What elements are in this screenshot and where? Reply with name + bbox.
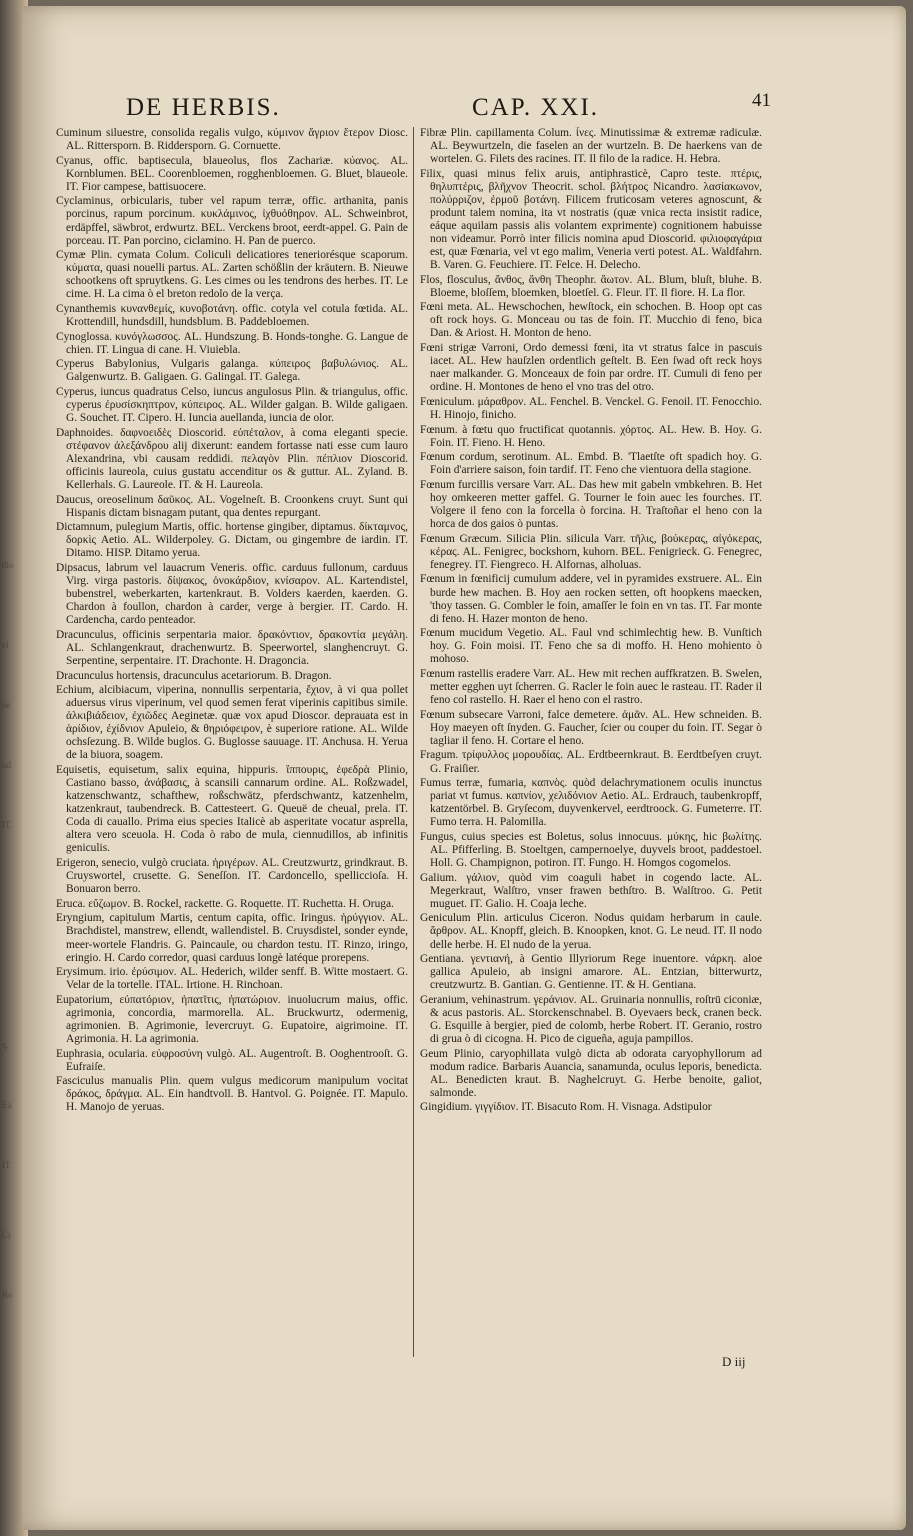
entry: Fumus terræ, fumaria, καπνὸς. quòd delachrymationem oculis inunctus pariat vt fumus. καπνίον, χελιδόνιον Aetio. AL. Erdrauch, taubenkropff, katzentörbel. B. Gryſecom, duyvenkervel, eerdtroock. G. Fumeterre. IT. Fumo terra. H. Palomilla. bbox=[420, 777, 762, 829]
running-title-left: DE HERBIS. bbox=[126, 94, 281, 121]
entry: Geniculum Plin. articulus Ciceron. Nodus quidam herbarum in caule. ἄρθρον. AL. Knopff, gleich. B. Knoopken, knot. G. Le neud. IT. Il nodo delle herbe. H. El nudo de la yerua. bbox=[420, 912, 762, 951]
entry: Cyanus, offic. baptisecula, blaueolus, flos Zachariæ. κύανος. AL. Kornblumen. BEL. Coorenbloemen, rogghenbloemen. G. Bluet, blaueole. IT. Fior campese, battisuocere. bbox=[56, 154, 408, 193]
entry: Eruca. εὔζωμον. B. Rockel, rackette. G. Roquette. IT. Ruchetta. H. Oruga. bbox=[56, 897, 394, 910]
entry: Daphnoides. δαφνοειδὲς Dioscorid. εὐπέταλον, à coma eleganti specie. στέφανον ἀλεξάνδρου alij dixerunt: eandem fortasse nati esse cum lauro Alexandrina, vbi causam reddidi. πελαγὸν Plin. πέπλιον Dioscorid. officinis laureola, cuius gustatu accenditur os & guttur. AL. Zyland. B. Kellerhals. G. Laureole. IT. & H. Laureola. bbox=[56, 426, 408, 491]
entry: Cyclaminus, orbicularis, tuber vel rapum terræ, offic. arthanita, panis porcinus, rapum porcinum. κυκλάμινος, ἰχθυόθηρον. AL. Schweinbrot, erdäpffel, säwbrot, erdwurtz. BEL. Verckens broot, eerdt-appel. G. Pain de porceau. IT. Pan porcino, ciclamino. H. Pan de puerco. bbox=[56, 195, 408, 247]
entry: Fœnum rastellis eradere Varr. AL. Hew mit rechen auffkratzen. B. Swelen, metter egghen uyt ſcherren. G. Racler le foin auec le rasteau. IT. Rader il feno col rastello. H. Raer el heno con el rastro. bbox=[420, 668, 762, 707]
entry: Eupatorium, εὐπατόριον, ἡπατῖτις, ἠπατώριον. inuolucrum maius, offic. agrimonia, concordia, marmorella. AL. Bruckwurtz, odermenig, agrimonien. B. Agrimonie, levercruyt. G. Eupatoire, aigrimoine. IT. Agrimonia. H. La agrimonia. bbox=[56, 993, 408, 1046]
entry: Fœnum Græcum. Silicia Plin. silicula Varr. τῆλις, βούκερας, αἰγόκερας, κέρας. AL. Fenigrec, bockshorn, kuhorn. BEL. Fenigrieck. G. Fenegrec, fenegrey. IT. Fiengreco. H. Alfornas, alholuas. bbox=[420, 532, 762, 571]
signature-mark: D iij bbox=[722, 1354, 746, 1369]
entry: Fœnum furcillis versare Varr. AL. Das hew mit gabeln vmbkehren. B. Het hoy omkeeren metter gaffel. G. Tourner le foin auec les fourches. IT. Volgere il feno con la forcella ò forcina. H. Traſtoñar el heno con la horca de dos gaios ò puntas. bbox=[420, 478, 762, 531]
margin-bleed-10: Bo bbox=[2, 1290, 13, 1300]
entry: Fungus, cuius species est Boletus, solus innocuus. μύκης, hic βωλίτης. AL. Pfifferling. B. Stoeltgen, campernoelye, duyvels broot, paddestoel. Holl. G. Champignon, potiron. IT. Fungo. H. Homgos cogomelos. bbox=[420, 830, 762, 870]
entry: Cyperus Babylonius, Vulgaris galanga. κύπειρος βαβυλώνιος. AL. Galgenwurtz. B. Galigaen. G. Galingal. IT. Galega. bbox=[56, 358, 408, 384]
page-number: 41 bbox=[752, 90, 771, 111]
entry: Geranium, vehinastrum. γεράνιον. AL. Gruinaria nonnullis, roſtrū ciconiæ, & acus pastoris. AL. Storckenschnabel. B. Oyevaers beck, cranen beck. G. Esquille à bergier, pied de colomb, herbe Robert. IT. Geranio, rostro di grua ò di cicogna. H. Pico de cigueña, aguja pampillos. bbox=[420, 993, 762, 1046]
entry: Fœnum. à fœtu quo fructificat quotannis. χόρτος. AL. Hew. B. Hoy. G. Foin. IT. Fieno. H. Heno. bbox=[420, 423, 762, 449]
entry: Fœnum cordum, serotinum. AL. Embd. B. 'Tlaetſte oft spadich hoy. G. Foin d'arriere saison, foin tardif. IT. Feno che vientuora della stagione. bbox=[420, 451, 762, 477]
margin-bleed-9: Ci bbox=[2, 1230, 11, 1240]
entry: Erigeron, senecio, vulgò cruciata. ἠριγέρων. AL. Creutzwurtz, grindkraut. B. Cruyswortel, crusette. G. Seneſſon. IT. Cardoncello, spelliccioſa. H. Bonuaron berro. bbox=[56, 857, 408, 896]
entry: Echium, alcibiacum, viperina, nonnullis serpentaria, ἔχιον, à vi qua pollet aduersus virus viperinum, vel quod semen ferat viperinis capitibus simile. ἀλκιβιάδειον, ἐχιῶδες Aeginetæ. quæ vox apud Dioscor. deprauata est in ἀρίδιον, ἐχίδνιον Apuleio, & θηριόφειρον, è superiore ratione. AL. Wilde ochsſezung. B. Wilde buglos. G. Buglosse sauuage. IT. Anchusa. H. Yerua de la biuora, soagem. bbox=[56, 684, 408, 762]
entry: Dipsacus, labrum vel lauacrum Veneris. offic. carduus fullonum, carduus Virg. virga pastoris. δίψακος, ὀνοκάρδιον, κνίσαρον. AL. Kartendistel, bubenstrel, weberkarten, kartenkraut. B. Volders kaerden, kaerden. G. Chardon à foullon, chardon à carder, verge à bergier. IT. Cardo. H. Cardencha, cardo penteador. bbox=[56, 562, 408, 627]
entry: Gingidium. γιγγίδιον. IT. Bisacuto Rom. H. Visnaga. Adstipulor bbox=[420, 1101, 712, 1114]
entry: Cynanthemis κυνανθεμίς, κυνοβοτάνη. offic. cotyla vel cotula fœtida. AL. Krottendill, hundsdill, hundsblum. B. Paddebloemen. bbox=[56, 302, 408, 329]
right-column bbox=[420, 127, 762, 1362]
entry: Flos, flosculus, ἄνθος, ἄνθη Theophr. ἄωτον. AL. Blum, bluſt, bluhe. B. Bloeme, bloſſem, bloemken, bloetſel. G. Fleur. IT. Il fiore. H. La flor. bbox=[420, 273, 762, 299]
entry: Galium. γάλιον, quòd vim coaguli habet in cogendo lacte. AL. Megerkraut, Walſtro, vnser frawen bethſtro. B. Walſtroo. G. Petit muguet. IT. Galio. H. Coaja leche. bbox=[420, 871, 762, 910]
entry: Fasciculus manualis Plin. quem vulgus medicorum manipulum vocitat δράκος, δράγμα. AL. Ein handtvoll. B. Hantvol. G. Poignée. IT. Mapulo. H. Manojo de yeruas. bbox=[56, 1075, 408, 1114]
entry: Cynoglossa. κυνόγλωσσος. AL. Hundszung. B. Honds-tonghe. G. Langue de chien. IT. Lingua di cane. H. Viuiebla. bbox=[56, 330, 408, 356]
margin-bleed-4: ud bbox=[2, 760, 11, 770]
entry: Erysimum. irio. ἐρύσιμον. AL. Hederich, wilder senff. B. Witte mostaert. G. Velar de la tortelle. ITAL. Irtione. H. Rinchoan. bbox=[56, 966, 408, 992]
entry: Fœnum subsecare Varroni, falce demetere. ἀμᾶν. AL. Hew schneiden. B. Hoy maeyen oft ſnyden. G. Faucher, ſcier ou couper du foin. IT. Segar ò tagliar il feno. H. Cortare el heno. bbox=[420, 708, 762, 747]
entry: Eryngium, capitulum Martis, centum capita, offic. Iringus. ἠρύγγιον. AL. Brachdistel, manstrew, ellendt, wallendistel. B. Cruysdistel, sonder eynde, meer-wortele Flandris. G. Paincaule, ou chardon testu. IT. Rinzo, iringo, eringio. H. Cardo corredor, quasi carduus longè latéque prorepens. bbox=[56, 912, 408, 964]
entry: Cyperus, iuncus quadratus Celso, iuncus angulosus Plin. & triangulus, offic. cyperus ἐρυσίσκηπτρον, κύπειρος. AL. Wilder galgan. B. Wilde galigaen. G. Souchet. IT. Cipero. H. Iuncia auellanda, iuncia de olor. bbox=[56, 386, 408, 425]
entry: Geum Plinio, caryophillata vulgò dicta ab odorata caryophyllorum ad modum radice. Barbaris Auancia, sanamunda, oculus leporis, benedicta. AL. Benedicten kraut. B. Naghelcruyt. G. Herbe benoite, galiot, salmonde. bbox=[420, 1047, 762, 1099]
margin-bleed-2: el bbox=[2, 640, 9, 650]
book-page bbox=[22, 6, 906, 1530]
entry: Daucus, oreoselinum δαῦκος. AL. Vogelneſt. B. Croonkens cruyt. Sunt qui Hispanis dictam bisnagam putant, qua dentes repurgant. bbox=[56, 493, 408, 519]
entry: Dracunculus hortensis, dracunculus acetariorum. B. Dragon. bbox=[56, 669, 332, 682]
entry: Gentiana. γεντιανή, à Gentio Illyriorum Rege inuentore. νάρκη. aloe gallica Apuleio, ab insigni amarore. AL. Entzian, bitterwurtz, creutzwurtz. B. Gantian. G. Gentienne. IT. & H. Gentiana. bbox=[420, 953, 762, 992]
entry: Dracunculus, officinis serpentaria maior. δρακόντιον, δρακοντία μεγάλη. AL. Schlangenkraut, drachenwurtz. B. Speerwortel, slanghencruyt. G. Serpentine, serpentaire. IT. Drachonte. H. Dragoncia. bbox=[56, 628, 408, 667]
margin-bleed-1: dio bbox=[2, 560, 14, 570]
entry: Euphrasia, ocularia. εὐφροσύνη vulgò. AL. Augentroſt. B. Ooghentrooſt. G. Eufraiſe. bbox=[56, 1047, 408, 1073]
running-header bbox=[102, 90, 862, 124]
entry: Cuminum siluestre, consolida regalis vulgo, κύμινον ἄγριον ἕτερον Diosc. AL. Rittersporn. B. Riddersporn. G. Cornuette. bbox=[56, 127, 408, 153]
entry: Fœni meta. AL. Hewschochen, hewſtock, ein schochen. B. Hoop opt cas oft rock hoys. G. Monceau ou tas de foin. IT. Mucchio di feno, bica Dan. & Ariost. H. Monton de heno. bbox=[420, 301, 762, 340]
entry: Cymæ Plin. cymata Colum. Coliculi delicatiores teneriorésque scaporum. κύματα, quasi nouelli partus. AL. Zarten schößlin der kräutern. B. Nieuwe schootkens oft spruytkens. G. Les cimes ou les tendrons des herbes. IT. Le cime. H. La cima ò el breton redolo de la verça. bbox=[56, 249, 408, 301]
entry: Fœnum mucidum Vegetio. AL. Faul vnd schimlechtig hew. B. Vunſtich hoy. G. Foin moisi. IT. Feno che sa di moffo. H. Heno mohiento ò mohoso. bbox=[420, 627, 762, 666]
left-column bbox=[56, 127, 408, 1342]
margin-bleed-5: IT. bbox=[2, 820, 13, 830]
entry: Filix, quasi minus felix aruis, antiphrasticè, Capro teste. πτέρις, θηλυπτέρις, βλῆχνον Theocrit. schol. βλήτρος Nicandro. λασίακωνον, πολύρριζον, ἐρμοῦ βοτάνη. Filicem fruticosam veteres agnoscunt, & produnt talem nomina, ita vt nostratis (quæ vnica recta insistit radice, eáque aquilam passis alis volantem exprimente) cognitionem habuisse non videamur. Porrò inter filicis nomina apud Dioscorid. φιλιοφαγάρια est, quæ Fœnaria, vel vt ego malim, Veneria verti potest. AL. Waldfahrn. B. Varen. G. Feuchiere. IT. Felce. H. Delecho. bbox=[420, 167, 762, 272]
entry: Fragum. τρίφυλλος μορουδίας. AL. Erdtbeernkraut. B. Eerdtbeſyen cruyt. G. Fraiſier. bbox=[420, 749, 762, 775]
column-rule bbox=[413, 127, 414, 1357]
chapter-title: CAP. XXI. bbox=[472, 94, 600, 121]
margin-bleed-8: IT bbox=[2, 1160, 11, 1170]
margin-bleed-3: ue bbox=[2, 700, 11, 710]
entry: Fœniculum. μάραθρον. AL. Fenchel. B. Venckel. G. Fenoil. IT. Fenocchio. H. Hinojo, finicho. bbox=[420, 395, 762, 421]
entry: Dictamnum, pulegium Martis, offic. hortense gingiber, diptamus. δίκταμνος, δορκὶς Aetio. AL. Wilderpoley. G. Dictam, ou gingembre de iardin. IT. Ditamo. HISP. Ditamo yerua. bbox=[56, 521, 408, 560]
entry: Equisetis, equisetum, salix equina, hippuris. ἵππουρις, ἐφεδρὰ Plinio, Castiano basso, ἀνάβασις, à scansili cannarum ordine. AL. Roßzwadel, katzenschwantz, schafthew, roßschwätz, pferdschwantz, katzenhelm, katzenkraut, taubendreck. B. Cattesteert. G. Queuë de cheual, prela. IT. Coda di cauallo. Prima eius species Italicè ab asperitate vocatur asprella, altera vero sceuola. H. Coda ò rabo de mula, ciennudillos, ab infinitis geniculis. bbox=[56, 764, 408, 855]
margin-bleed-7: Ea bbox=[2, 1100, 12, 1110]
entry: Fœnum in fœnificij cumulum addere, vel in pyramides exstruere. AL. Ein burde hew machen. B. Hoy aen rocken setten, oft hoopkens maecken, 'thoy tassen. G. Combler le foin, amaſſer le foin en vn tas. IT. Far monte di feno. H. Hazer monton de heno. bbox=[420, 573, 762, 625]
entry: Fibræ Plin. capillamenta Colum. ἶνες. Minutissimæ & extremæ radiculæ. AL. Beywurtzeln, die faselen an der wurtzeln. B. De haerkens van de wortelen. G. Filets des racines. IT. Il filo de la radice. H. Hebra. bbox=[420, 127, 762, 166]
margin-bleed-6: q. bbox=[2, 1040, 9, 1050]
entry: Fœni strigæ Varroni, Ordo demessi fœni, ita vt stratus falce in pascuis iacet. AL. Hew hauſzlen ordentlich geſtelt. B. Een ſwad oft reck hoys naer malkander. G. Monceaux de foin par ordre. IT. Cumuli di feno per ordine. H. Montones de heno el vno tras del otro. bbox=[420, 342, 762, 394]
